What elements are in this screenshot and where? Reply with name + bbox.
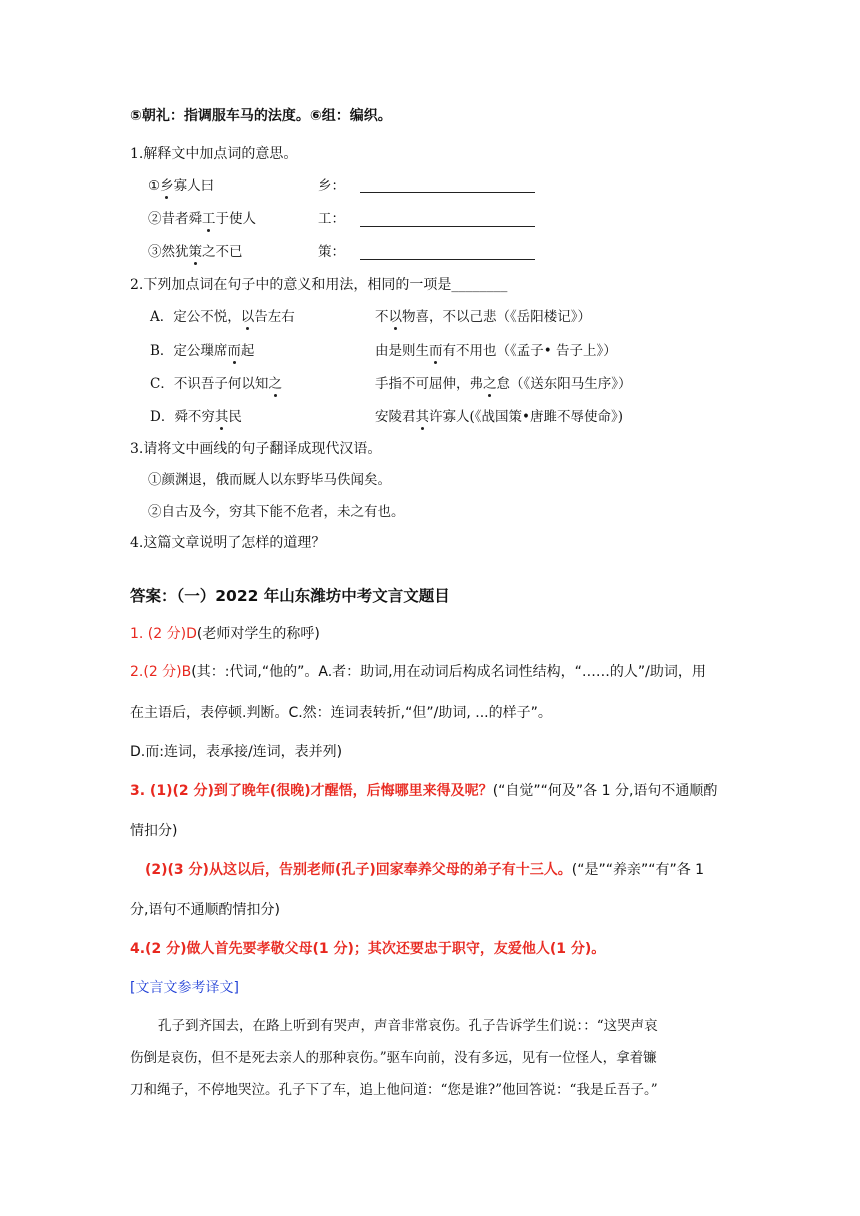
q1-item-3-word: 策： bbox=[318, 244, 345, 260]
q2-option-d-right: 安陵君其许寡人(《战国策•唐雎不辱使命》) bbox=[375, 409, 623, 425]
q2-option-a-left: A．定公不悦，以告左右 bbox=[150, 309, 295, 325]
answer-1: 1. (2 分)D(老师对学生的称呼) bbox=[130, 626, 320, 642]
q1-item-2-answer-blank[interactable] bbox=[360, 226, 535, 227]
q3-item-2: ②自古及今，穷其下能不危者，未之有也。 bbox=[148, 504, 405, 520]
answer-2-line-3: D.而:连词，表承接/连词，表并列) bbox=[130, 744, 343, 760]
q2-option-c-left: C．不识吾子何以知之 bbox=[150, 376, 282, 392]
question-2-stem: 2.下列加点词在句子中的意义和用法，相同的一项是________ bbox=[130, 277, 508, 293]
question-4-stem: 4.这篇文章说明了怎样的道理？ bbox=[130, 535, 326, 551]
answer-3-2: (2)(3 分)从这以后，告别老师(孔子)回家奉养父母的弟子有十三人。(“是”“养亲”“有”各 1 bbox=[145, 862, 705, 878]
q2-option-a-right: 不以物喜，不以己悲（《岳阳楼记》） bbox=[375, 309, 591, 325]
translation-line-2: 伤倒是哀伤，但不是死去亲人的那种哀伤。”驱车向前，没有多远，见有一位怪人，拿着镰 bbox=[130, 1050, 657, 1066]
q2-option-b-right: 由是则生而有不用也（《孟子• 告子上》） bbox=[375, 343, 617, 359]
q1-item-2-word: 工： bbox=[318, 211, 345, 227]
translation-heading: [文言文参考译文] bbox=[130, 980, 239, 996]
q1-item-3: ③然犹策之不已 bbox=[148, 244, 243, 260]
answer-3-1-continued: 情扣分) bbox=[130, 823, 178, 839]
q2-option-d-left: D．舜不穷其民 bbox=[150, 409, 242, 425]
answer-3-2-continued: 分,语句不通顺酌情扣分) bbox=[130, 902, 280, 918]
q2-option-b-left: B．定公璅席而起 bbox=[150, 343, 255, 359]
q1-item-1-word: 乡： bbox=[318, 178, 345, 194]
q1-item-2: ②昔者舜工于使人 bbox=[148, 211, 256, 227]
q1-item-1-answer-blank[interactable] bbox=[360, 192, 535, 193]
translation-line-3: 刀和绳子，不停地哭泣。孔子下了车，追上他问道：“您是谁?”他回答说：“我是丘吾子。” bbox=[130, 1082, 658, 1098]
answers-heading: 答案：（一）2022 年山东潍坊中考文言文题目 bbox=[130, 587, 450, 605]
q1-item-3-answer-blank[interactable] bbox=[360, 259, 535, 260]
answer-2-line-2: 在主语后，表停顿.判断。C.然：连词表转折,“但”/助词, ...的样子”。 bbox=[130, 705, 552, 721]
answer-3-1: 3. (1)(2 分)到了晚年(很晚)才醒悟，后悔哪里来得及呢？(“自觉”“何及”各 1 分,语句不通顺酌 bbox=[130, 783, 718, 799]
q1-item-1: ①乡寡人曰 bbox=[148, 178, 215, 194]
q2-option-c-right: 手指不可屈伸，弗之怠（《送东阳马生序》） bbox=[375, 376, 632, 392]
answer-4: 4.(2 分)做人首先要孝敬父母(1 分)；其次还要忠于职守，友爱他人(1 分)。 bbox=[130, 941, 606, 957]
translation-line-1: 孔子到齐国去，在路上听到有哭声，声音非常哀伤。孔子告诉学生们说：：“这哭声哀 bbox=[158, 1018, 658, 1034]
question-1-stem: 1.解释文中加点词的意思。 bbox=[130, 146, 298, 162]
notes-line: ⑤朝礼：指调服车马的法度。⑥组：编织。 bbox=[130, 108, 392, 124]
answer-2-line-1: 2.(2 分)B(其：:代词,“他的”。A.者：助词,用在动词后构成名词性结构，“……的人”/助词，用 bbox=[130, 664, 706, 680]
q3-item-1: ①颜渊退，俄而厩人以东野毕马佚闻矣。 bbox=[148, 472, 391, 488]
question-3-stem: 3.请将文中画线的句子翻译成现代汉语。 bbox=[130, 441, 382, 457]
